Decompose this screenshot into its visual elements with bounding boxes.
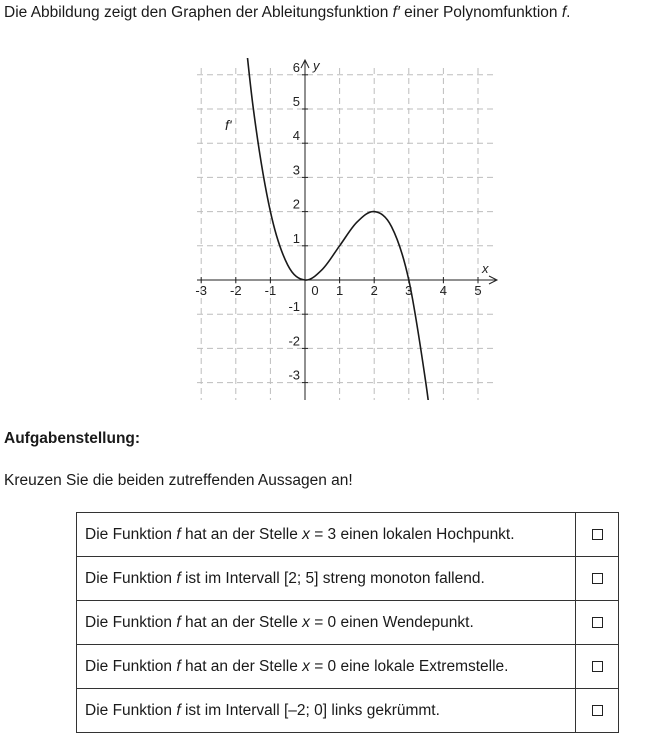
- answer-checkbox[interactable]: [592, 705, 603, 716]
- statement-text: [77, 689, 576, 733]
- intro-text: [4, 4, 570, 22]
- answer-checkbox[interactable]: [592, 529, 603, 540]
- answer-checkbox[interactable]: [592, 661, 603, 672]
- intro-fprime: f′: [392, 4, 400, 21]
- statement-post: ist im Intervall [2; 5] streng monoton fallend.: [180, 569, 485, 587]
- x-tick-label: 4: [439, 283, 448, 298]
- x-tick-label: 1: [335, 283, 344, 298]
- intro-part-1: Die Abbildung zeigt den Graphen der Ableitungsfunktion: [4, 4, 393, 21]
- checkbox-cell: [576, 513, 619, 557]
- y-tick-label: -2: [288, 333, 300, 349]
- x-tick-label: -3: [195, 283, 207, 298]
- y-tick-label: 6: [292, 59, 300, 75]
- statement-var: x: [302, 525, 310, 543]
- intro-part-2: einer Polynomfunktion: [399, 4, 562, 21]
- statement-mid: hat an der Stelle: [180, 657, 303, 675]
- statement-fn: f: [176, 525, 181, 543]
- statement-post: = 0 eine lokale Extremstelle.: [309, 657, 509, 675]
- answer-table: [76, 512, 619, 733]
- statement-text: [77, 645, 576, 689]
- checkbox-cell: [576, 601, 619, 645]
- statement-fn: f: [176, 701, 181, 719]
- graph-svg: [185, 50, 510, 405]
- checkbox-cell: [576, 645, 619, 689]
- statement-pre: Die Funktion: [85, 613, 177, 631]
- statement-mid: hat an der Stelle: [180, 525, 303, 543]
- answer-checkbox[interactable]: [592, 573, 603, 584]
- x-tick-label: 0: [311, 283, 319, 298]
- statement-post: ist im Intervall [–2; 0] links gekrümmt.: [180, 701, 440, 719]
- intro-f: f: [561, 4, 567, 21]
- x-axis-label: x: [482, 261, 489, 276]
- y-tick-label: 5: [292, 94, 300, 109]
- task-heading: Aufgabenstellung:: [4, 430, 141, 447]
- statement-row: [77, 601, 619, 645]
- x-tick-label: -1: [264, 283, 277, 298]
- statement-text: [77, 557, 576, 601]
- statement-fn: f: [176, 657, 181, 675]
- x-tick-label: -2: [230, 283, 242, 298]
- statement-text: [77, 513, 576, 557]
- y-tick-label: -1: [288, 299, 300, 315]
- y-tick-label: 2: [292, 196, 300, 212]
- statement-pre: Die Funktion: [85, 657, 177, 675]
- x-tick-label: 5: [474, 283, 482, 298]
- y-axis-label: y: [313, 58, 320, 73]
- statement-var: x: [302, 657, 310, 675]
- curve-label: f': [225, 117, 232, 133]
- statement-row: [77, 513, 619, 557]
- statement-post: = 0 einen Wendepunkt.: [309, 613, 474, 631]
- instruction-text: Kreuzen Sie die beiden zutreffenden Aussagen an!: [4, 472, 353, 489]
- derivative-graph: [185, 50, 510, 405]
- y-tick-label: 3: [292, 162, 300, 178]
- checkbox-cell: [576, 689, 619, 733]
- y-tick-label: 1: [292, 230, 300, 246]
- statement-pre: Die Funktion: [85, 701, 177, 719]
- y-tick-label: 4: [292, 128, 300, 144]
- statement-row: [77, 645, 619, 689]
- statement-var: x: [302, 613, 310, 631]
- intro-part-3: .: [566, 4, 571, 21]
- statement-fn: f: [176, 613, 181, 631]
- statement-mid: hat an der Stelle: [180, 613, 303, 631]
- x-tick-label: 3: [405, 283, 413, 298]
- y-tick-label: -3: [288, 367, 300, 383]
- checkbox-cell: [576, 557, 619, 601]
- answer-checkbox[interactable]: [592, 617, 603, 628]
- statement-post: = 3 einen lokalen Hochpunkt.: [309, 525, 515, 543]
- statement-row: [77, 689, 619, 733]
- statement-pre: Die Funktion: [85, 569, 177, 587]
- derivative-curve: [238, 50, 434, 405]
- statement-fn: f: [176, 569, 181, 587]
- statement-text: [77, 601, 576, 645]
- statement-pre: Die Funktion: [85, 525, 177, 543]
- x-tick-label: 2: [370, 283, 378, 298]
- statement-row: [77, 557, 619, 601]
